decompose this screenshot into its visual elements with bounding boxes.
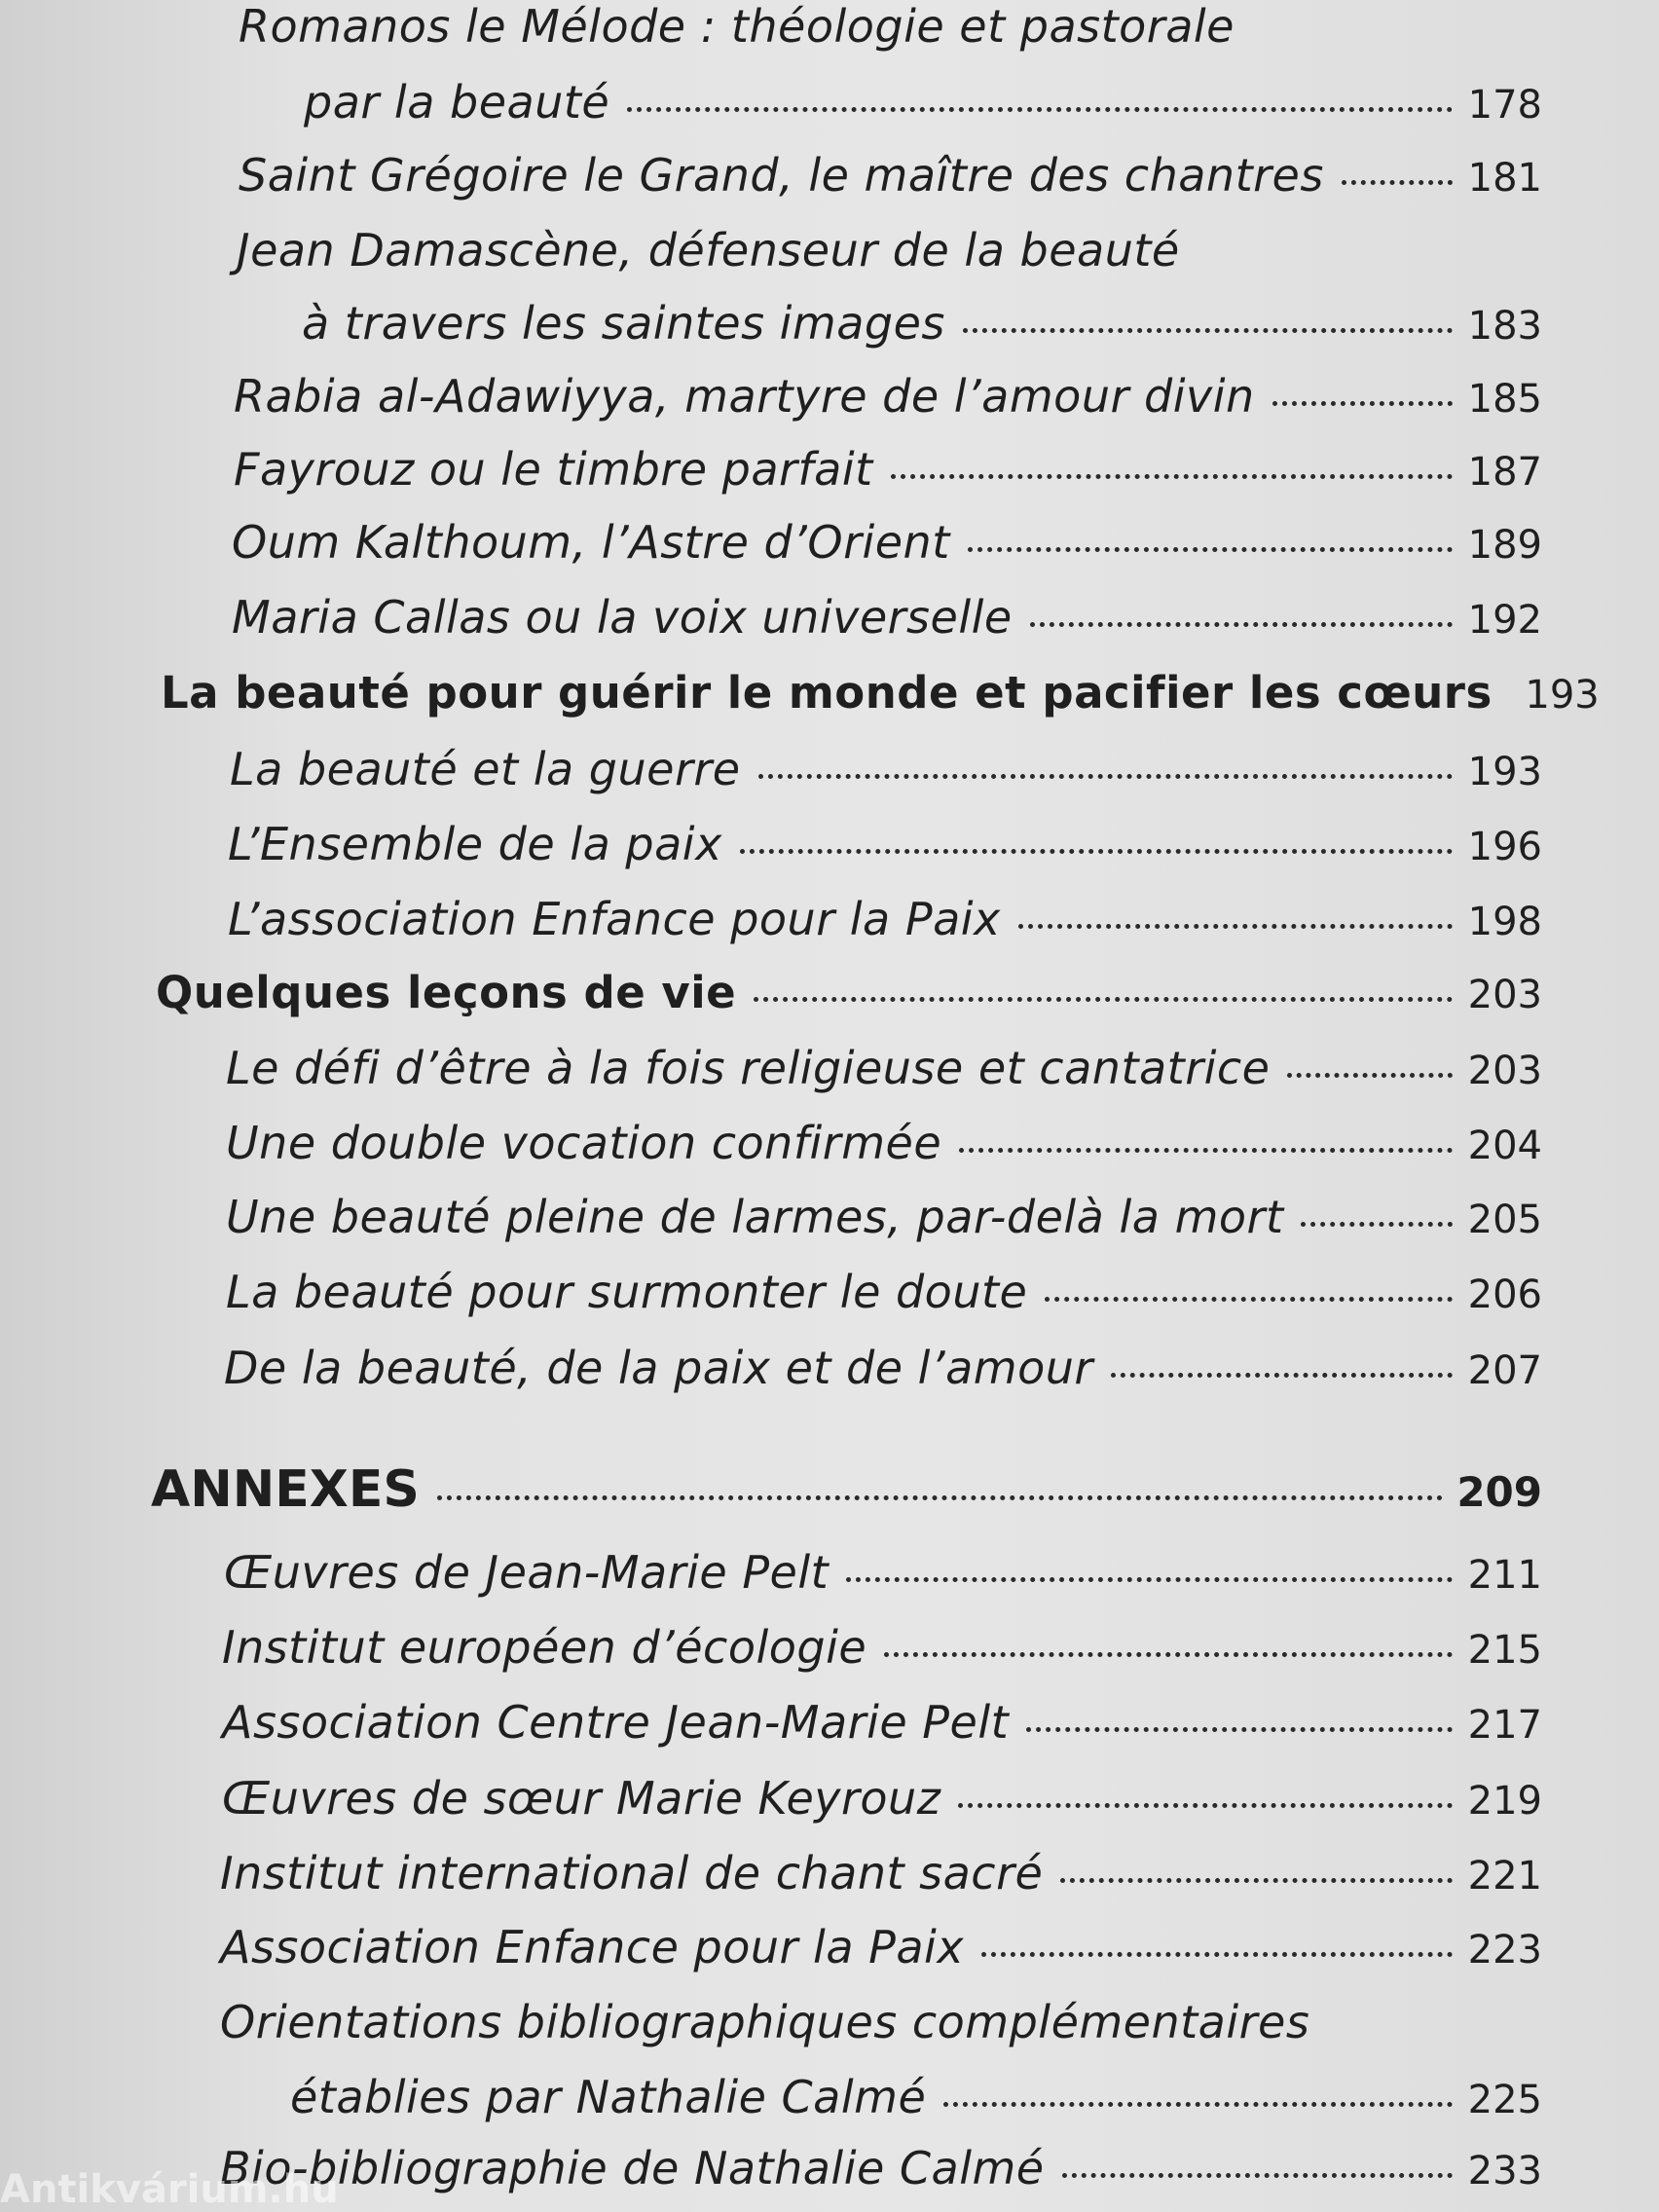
toc-entry <box>304 76 1542 129</box>
toc-page-number: 185 <box>1467 377 1542 422</box>
toc-page-number: 221 <box>1467 1854 1542 1899</box>
toc-entry <box>230 743 1542 795</box>
toc-page-number: 196 <box>1467 825 1542 869</box>
dot-leader <box>981 1952 1453 1957</box>
toc-entry-title: Romanos le Mélode : théologie et pastorale <box>239 0 1235 53</box>
toc-entry <box>222 1621 1542 1674</box>
toc-page-number: 219 <box>1467 1779 1542 1824</box>
toc-entry <box>290 2071 1542 2123</box>
toc-page-number: 203 <box>1467 973 1542 1017</box>
dot-leader <box>1272 401 1453 406</box>
watermark: Antikvárium.hu <box>0 2167 339 2212</box>
toc-entry-title: Orientations bibliographiques complémentaires <box>220 1996 1310 2048</box>
toc-entry <box>226 1191 1542 1243</box>
toc-page-number: 187 <box>1467 450 1542 495</box>
toc-page-number: 181 <box>1467 156 1542 201</box>
toc-page-number: 207 <box>1467 1348 1542 1393</box>
toc-entry <box>226 1266 1542 1318</box>
toc-entry-title: Bio-bibliographie de Nathalie Calmé <box>220 2142 1045 2194</box>
dot-leader <box>1287 1073 1453 1078</box>
toc-entry <box>234 370 1542 423</box>
toc-entry-title: Une double vocation confirmée <box>226 1117 942 1169</box>
dot-leader <box>1111 1373 1453 1378</box>
toc-section-title: Quelques leçons de vie <box>156 967 737 1018</box>
dot-leader <box>963 328 1453 333</box>
toc-entry <box>224 1546 1542 1599</box>
dot-leader <box>754 997 1453 1002</box>
toc-entry <box>220 1996 1542 2048</box>
toc-entry-title: Fayrouz ou le timbre parfait <box>234 443 873 496</box>
dot-leader <box>891 474 1453 479</box>
toc-entry <box>232 591 1542 644</box>
toc-page-number: 189 <box>1467 523 1542 568</box>
toc-entry-title: Maria Callas ou la voix universelle <box>232 591 1013 644</box>
toc-entry <box>228 818 1542 870</box>
dot-leader <box>943 2102 1453 2107</box>
dot-leader <box>1060 1878 1453 1883</box>
dot-leader <box>1045 1297 1453 1302</box>
toc-page-number: 217 <box>1467 1703 1542 1748</box>
toc-entry <box>234 443 1542 496</box>
toc-page-number: 178 <box>1467 83 1542 128</box>
toc-entry-title: L’Ensemble de la paix <box>228 818 722 870</box>
dot-leader <box>1030 622 1453 627</box>
dot-leader <box>959 1148 1453 1153</box>
toc-entry <box>228 893 1542 945</box>
toc-page-number: 198 <box>1467 900 1542 944</box>
dot-leader <box>1062 2173 1453 2178</box>
toc-page-number: 206 <box>1467 1272 1542 1317</box>
toc-page-number: 225 <box>1467 2078 1542 2122</box>
toc-page-number: 193 <box>1525 673 1600 718</box>
dot-leader <box>1342 180 1453 185</box>
toc-entry <box>232 516 1542 569</box>
toc-entry-title: Institut européen d’écologie <box>222 1621 867 1674</box>
dot-leader <box>1301 1222 1453 1227</box>
toc-section-title: La beauté pour guérir le monde et pacifier les cœurs <box>161 667 1493 719</box>
dot-leader <box>958 1803 1453 1808</box>
dot-leader <box>846 1577 1453 1582</box>
toc-entry-title: Œuvres de sœur Marie Keyrouz <box>222 1772 941 1825</box>
toc-entry-title: Œuvres de Jean-Marie Pelt <box>224 1546 830 1599</box>
toc-chapter-title: ANNEXES <box>151 1460 420 1519</box>
toc-entry-title: par la beauté <box>304 76 610 129</box>
dot-leader <box>627 107 1453 112</box>
dot-leader <box>884 1652 1453 1657</box>
dot-leader <box>437 1495 1443 1500</box>
dot-leader <box>740 849 1453 854</box>
dot-leader <box>968 547 1453 552</box>
toc-page-number: 223 <box>1467 1928 1542 1972</box>
toc-entry-title: à travers les saintes images <box>302 297 945 350</box>
toc-page-number: 193 <box>1467 750 1542 794</box>
dot-leader <box>758 774 1453 779</box>
toc-page-number: 183 <box>1467 304 1542 349</box>
toc-section-entry <box>161 667 1600 719</box>
toc-entry-title: De la beauté, de la paix et de l’amour <box>224 1342 1093 1394</box>
toc-page-number: 211 <box>1467 1553 1542 1598</box>
toc-entry-title: Saint Grégoire le Grand, le maître des chantres <box>239 149 1324 202</box>
toc-page-number: 205 <box>1467 1198 1542 1242</box>
toc-page-number: 233 <box>1467 2149 1542 2194</box>
toc-entry <box>239 149 1542 202</box>
toc-entry-title: Association Centre Jean-Marie Pelt <box>222 1696 1010 1749</box>
toc-entry-title: Jean Damascène, défenseur de la beauté <box>237 224 1180 276</box>
toc-page-number: 203 <box>1467 1049 1542 1093</box>
toc-entry-title: La beauté pour surmonter le doute <box>226 1266 1028 1318</box>
toc-entry-title: Association Enfance pour la Paix <box>220 1921 965 1973</box>
toc-entry-title: Le défi d’être à la fois religieuse et cantatrice <box>226 1042 1271 1094</box>
toc-page-number: 209 <box>1456 1468 1542 1516</box>
toc-entry <box>226 1117 1542 1169</box>
toc-entry <box>237 224 1541 276</box>
toc-entry <box>222 1696 1542 1749</box>
toc-entry-title: Rabia al-Adawiyya, martyre de l’amour divin <box>234 370 1255 423</box>
toc-entry <box>220 2142 1542 2194</box>
toc-entry-title: Oum Kalthoum, l’Astre d’Orient <box>232 516 950 569</box>
toc-entry <box>302 297 1542 350</box>
toc-chapter-entry <box>151 1460 1542 1519</box>
toc-entry-title: La beauté et la guerre <box>230 743 741 795</box>
toc-entry <box>220 1921 1542 1973</box>
dot-leader <box>1018 924 1453 929</box>
toc-page-number: 192 <box>1467 598 1542 643</box>
toc-entry-title: établies par Nathalie Calmé <box>290 2071 927 2123</box>
toc-entry <box>222 1772 1542 1825</box>
toc-entry <box>239 0 1543 53</box>
toc-entry <box>224 1342 1542 1394</box>
toc-page-number: 215 <box>1467 1628 1542 1673</box>
toc-entry-title: L’association Enfance pour la Paix <box>228 893 1001 945</box>
toc-entry <box>226 1042 1542 1094</box>
toc-entry-title: Une beauté pleine de larmes, par-delà la mort <box>226 1191 1284 1243</box>
toc-section-entry <box>156 967 1542 1018</box>
dot-leader <box>1026 1727 1453 1732</box>
toc-entry <box>220 1847 1542 1899</box>
toc-entry-title: Institut international de chant sacré <box>220 1847 1044 1899</box>
toc-page-number: 204 <box>1467 1124 1542 1168</box>
